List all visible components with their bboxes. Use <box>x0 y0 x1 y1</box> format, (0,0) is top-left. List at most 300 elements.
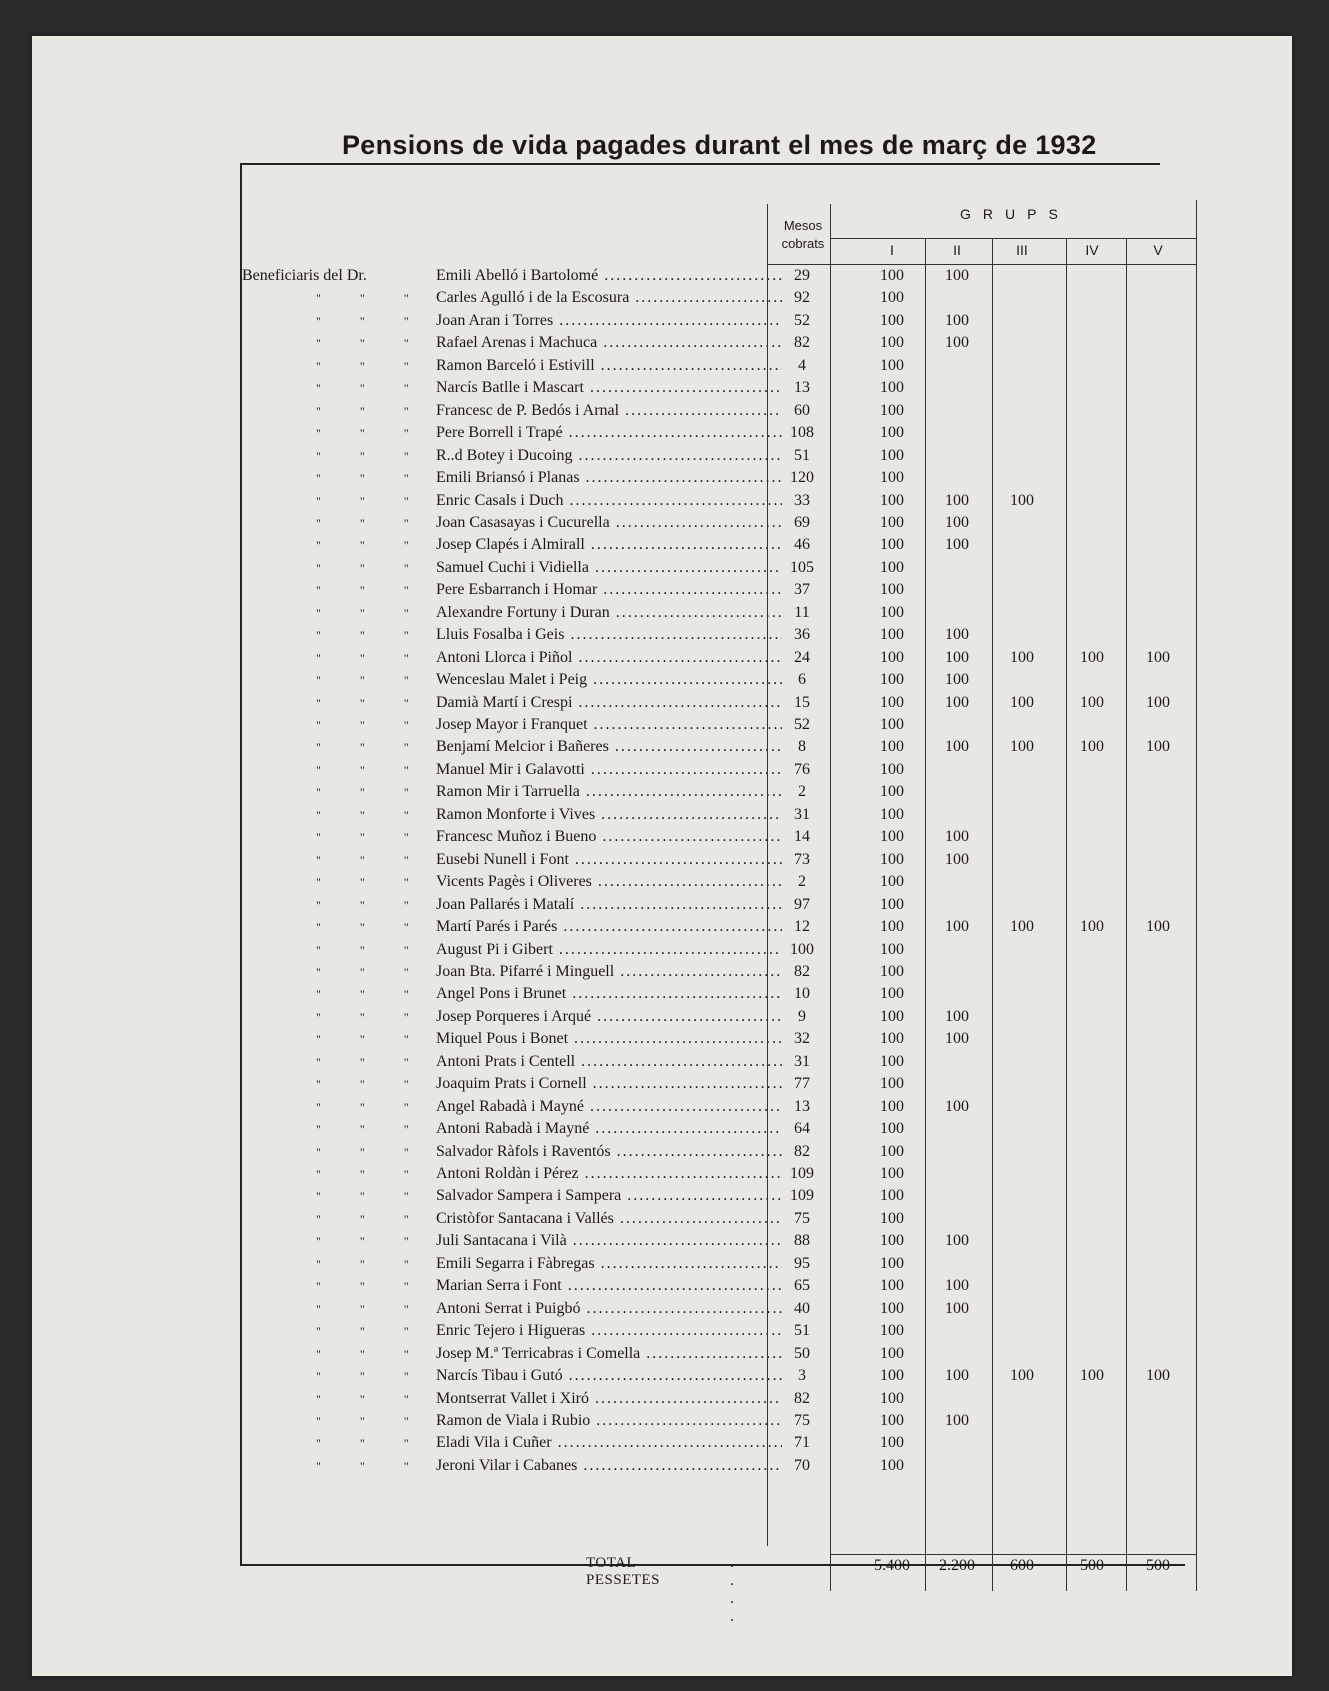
mesos-cobrats-cell: 33 <box>794 491 810 509</box>
group-i-cell: 100 <box>880 828 904 846</box>
ditto-marks: " " " <box>316 852 427 867</box>
beneficiary-name: Rafael Arenas i Machuca ..... <box>436 332 782 354</box>
group-i-cell: 100 <box>880 1030 904 1048</box>
mesos-cobrats-cell: 82 <box>794 1389 810 1407</box>
group-i-cell: 100 <box>880 401 904 419</box>
group-i-cell: 100 <box>880 1075 904 1093</box>
table-row <box>252 781 1252 804</box>
group-ii-cell: 100 <box>945 513 969 531</box>
beneficiary-name: Narcís Tibau i Gutó ..... <box>436 1365 782 1387</box>
ditto-marks: " " " <box>316 471 427 486</box>
group-ii-cell: 100 <box>945 671 969 689</box>
group-iv-cell: 100 <box>1080 648 1104 666</box>
mesos-cobrats-cell: 82 <box>794 962 810 980</box>
table-row <box>252 624 1252 647</box>
ditto-marks: " " " <box>316 1054 427 1069</box>
ditto-marks: " " " <box>316 1346 427 1361</box>
table-row <box>252 310 1252 333</box>
beneficiary-name: Ramon Monforte i Vives ..... <box>436 804 782 826</box>
beneficiary-name: Salvador Sampera i Sampera ..... <box>436 1185 782 1207</box>
beneficiary-name: Antoni Prats i Centell ..... <box>436 1051 782 1073</box>
table-row <box>242 265 1252 288</box>
mesos-cobrats-cell: 10 <box>794 985 810 1003</box>
table-row <box>252 961 1252 984</box>
group-iv-cell: 100 <box>1080 738 1104 756</box>
group-i-cell: 100 <box>880 379 904 397</box>
ditto-marks: " " " <box>316 426 427 441</box>
mesos-cobrats-cell: 2 <box>798 873 806 891</box>
ditto-marks: " " " <box>316 605 427 620</box>
mesos-cobrats-cell: 69 <box>794 513 810 531</box>
table-row <box>252 490 1252 513</box>
table-row <box>252 1096 1252 1119</box>
group-i-cell: 100 <box>880 356 904 374</box>
beneficiary-name: August Pi i Gibert ..... <box>436 939 782 961</box>
mesos-cobrats-cell: 29 <box>794 267 810 284</box>
table-row <box>252 1208 1252 1231</box>
group-ii-cell: 100 <box>945 267 969 284</box>
table-row <box>252 1365 1252 1388</box>
group-i-cell: 100 <box>880 1232 904 1250</box>
group-i-cell: 100 <box>880 918 904 936</box>
beneficiary-name: Alexandre Fortuny i Duran ..... <box>436 602 782 624</box>
table-row <box>252 894 1252 917</box>
ditto-marks: " " " <box>316 1234 427 1249</box>
group-i-cell: 100 <box>880 311 904 329</box>
ditto-marks: " " " <box>316 1009 427 1024</box>
group-i-cell: 100 <box>880 1097 904 1115</box>
table-row <box>252 332 1252 355</box>
table-row <box>252 1455 1252 1478</box>
group-i-cell: 100 <box>880 1165 904 1182</box>
total-group-iii: 600 <box>1010 1557 1034 1574</box>
table-row <box>252 534 1252 557</box>
mesos-cobrats-cell: 31 <box>794 1052 810 1070</box>
mesos-cobrats-cell: 13 <box>794 1097 810 1115</box>
group-v-cell: 100 <box>1146 648 1170 666</box>
ditto-marks: " " " <box>316 740 427 755</box>
mesos-cobrats-cell: 12 <box>794 918 810 936</box>
mesos-cobrats-cell: 73 <box>794 850 810 868</box>
beneficiary-name: Joan Bta. Pifarré i Minguell ..... <box>436 961 782 983</box>
ditto-marks: " " " <box>316 897 427 912</box>
table-row <box>252 826 1252 849</box>
group-i-cell: 100 <box>880 581 904 599</box>
group-i-cell: 100 <box>880 469 904 487</box>
group-iii-cell: 100 <box>1010 693 1034 711</box>
ditto-marks: " " " <box>316 1301 427 1316</box>
table-row <box>252 714 1252 737</box>
group-i-cell: 100 <box>880 1411 904 1429</box>
beneficiary-name: Wenceslau Malet i Peig ..... <box>436 669 782 691</box>
group-i-cell: 100 <box>880 895 904 913</box>
beneficiaris-label: Beneficiaris del Dr. <box>242 267 367 284</box>
group-i-cell: 100 <box>880 1322 904 1340</box>
beneficiary-name: Cristòfor Santacana i Vallés ..... <box>436 1208 782 1230</box>
group-header-v: V <box>1153 242 1163 258</box>
group-i-cell: 100 <box>880 1120 904 1138</box>
group-ii-cell: 100 <box>945 1299 969 1317</box>
table-row <box>252 1073 1252 1096</box>
beneficiary-name: Narcís Batlle i Mascart ..... <box>436 377 782 399</box>
beneficiary-name: Antoni Serrat i Puigbó ..... <box>436 1298 782 1320</box>
group-ii-cell: 100 <box>945 828 969 846</box>
rule-group-v <box>1126 238 1127 1591</box>
table-row <box>252 512 1252 535</box>
rule-header-bottom <box>767 264 1196 265</box>
ditto-marks: " " " <box>316 785 427 800</box>
table-row <box>252 445 1252 468</box>
beneficiary-name: Joan Aran i Torres ..... <box>436 310 782 332</box>
total-group-ii: 2.200 <box>939 1557 975 1574</box>
ditto-marks: " " " <box>316 448 427 463</box>
group-i-cell: 100 <box>880 603 904 621</box>
cobrats-header: cobrats <box>781 236 825 251</box>
beneficiary-name: Martí Parés i Parés ..... <box>436 916 782 938</box>
beneficiary-name: Angel Pons i Brunet ..... <box>436 983 782 1005</box>
mesos-cobrats-cell: 40 <box>794 1299 810 1317</box>
table-row <box>252 467 1252 490</box>
ditto-marks: " " " <box>316 718 427 732</box>
document-page <box>32 36 1292 1676</box>
mesos-cobrats-cell: 50 <box>794 1344 810 1362</box>
beneficiary-name: Pere Esbarranch i Homar ..... <box>436 579 782 601</box>
group-i-cell: 100 <box>880 873 904 891</box>
table-row <box>252 422 1252 445</box>
group-ii-cell: 100 <box>945 693 969 711</box>
group-i-cell: 100 <box>880 1456 904 1474</box>
beneficiary-name: Emili Briansó i Planas ..... <box>436 467 782 489</box>
group-header-ii: II <box>953 242 961 258</box>
mesos-cobrats-cell: 14 <box>794 828 810 846</box>
mesos-cobrats-cell: 77 <box>794 1075 810 1093</box>
ditto-marks: " " " <box>316 1369 427 1384</box>
group-iii-cell: 100 <box>1010 648 1034 666</box>
group-ii-cell: 100 <box>945 311 969 329</box>
mesos-cobrats-cell: 24 <box>794 648 810 666</box>
group-i-cell: 100 <box>880 760 904 778</box>
mesos-cobrats-cell: 36 <box>794 626 810 644</box>
ditto-marks: " " " <box>316 1032 427 1047</box>
beneficiary-name: Antoni Roldàn i Pérez ..... <box>436 1163 782 1185</box>
ditto-marks: " " " <box>316 920 427 935</box>
mesos-cobrats-cell: 82 <box>794 1142 810 1160</box>
group-ii-cell: 100 <box>945 491 969 509</box>
group-ii-cell: 100 <box>945 738 969 756</box>
beneficiary-name: Francesc de P. Bedós i Arnal ..... <box>436 400 782 422</box>
table-row <box>252 1343 1252 1366</box>
mesos-cobrats-cell: 109 <box>790 1187 814 1205</box>
beneficiary-name: Eusebi Nunell i Font ..... <box>436 849 782 871</box>
mesos-cobrats-cell: 52 <box>794 311 810 329</box>
group-i-cell: 100 <box>880 940 904 958</box>
table-row <box>252 916 1252 939</box>
ditto-marks: " " " <box>316 1144 427 1159</box>
ditto-marks: " " " <box>316 1211 427 1226</box>
group-i-cell: 100 <box>880 693 904 711</box>
table-row <box>252 983 1252 1006</box>
group-i-cell: 100 <box>880 671 904 689</box>
group-iv-cell: 100 <box>1080 918 1104 936</box>
mesos-header: Mesos <box>783 218 823 233</box>
beneficiary-name: Ramon de Viala i Rubio ..... <box>436 1410 782 1432</box>
ditto-marks: " " " <box>316 1391 427 1406</box>
group-i-cell: 100 <box>880 424 904 442</box>
rule-right <box>1196 200 1197 1591</box>
mesos-cobrats-cell: 64 <box>794 1120 810 1138</box>
ditto-marks: " " " <box>316 403 427 418</box>
group-i-cell: 100 <box>880 513 904 531</box>
group-header-i: I <box>890 242 894 258</box>
ditto-marks: " " " <box>316 830 427 845</box>
beneficiary-name: Eladi Vila i Cuñer ..... <box>436 1432 782 1454</box>
ditto-marks: " " " <box>316 515 427 530</box>
ditto-marks: " " " <box>316 1077 427 1092</box>
ditto-marks: " " " <box>316 291 427 306</box>
table-row <box>252 602 1252 625</box>
group-i-cell: 100 <box>880 1052 904 1070</box>
table-row <box>252 1320 1252 1343</box>
group-header-iii: III <box>1016 242 1028 258</box>
group-iii-cell: 100 <box>1010 738 1034 756</box>
ditto-marks: " " " <box>316 493 427 508</box>
table-row <box>252 1388 1252 1411</box>
group-v-cell: 100 <box>1146 1367 1170 1385</box>
group-v-cell: 100 <box>1146 693 1170 711</box>
beneficiary-name: Emili Segarra i Fàbregas ..... <box>436 1253 782 1275</box>
table-row <box>252 804 1252 827</box>
group-i-cell: 100 <box>880 1434 904 1452</box>
title-rule <box>240 163 1160 165</box>
beneficiary-name: Salvador Ràfols i Raventós ..... <box>436 1141 782 1163</box>
table-row <box>252 849 1252 872</box>
ditto-marks: " " " <box>316 538 427 553</box>
group-i-cell: 100 <box>880 783 904 801</box>
group-i-cell: 100 <box>880 289 904 307</box>
beneficiary-name: Josep Clapés i Almirall ..... <box>436 534 782 556</box>
ditto-marks: " " " <box>316 1436 427 1451</box>
table-row <box>252 736 1252 759</box>
ditto-marks: " " " <box>316 964 427 979</box>
table-row <box>252 1028 1252 1051</box>
ditto-marks: " " " <box>316 560 427 575</box>
group-ii-cell: 100 <box>945 1367 969 1385</box>
total-group-iv: 500 <box>1080 1557 1104 1574</box>
beneficiary-name: Carles Agulló i de la Escosura ..... <box>436 287 782 309</box>
table-row <box>252 1051 1252 1074</box>
group-i-cell: 100 <box>880 1389 904 1407</box>
ditto-marks: " " " <box>316 1279 427 1294</box>
table-row <box>252 557 1252 580</box>
mesos-cobrats-cell: 4 <box>798 356 806 374</box>
mesos-cobrats-cell: 92 <box>794 289 810 307</box>
mesos-cobrats-cell: 75 <box>794 1209 810 1227</box>
ditto-marks: " " " <box>316 942 427 957</box>
group-v-cell: 100 <box>1146 738 1170 756</box>
group-i-cell: 100 <box>880 1187 904 1205</box>
mesos-cobrats-cell: 75 <box>794 1411 810 1429</box>
group-ii-cell: 100 <box>945 334 969 352</box>
beneficiary-name: Jeroni Vilar i Cabanes ..... <box>436 1455 782 1477</box>
table-row <box>252 1298 1252 1321</box>
mesos-cobrats-cell: 46 <box>794 536 810 554</box>
mesos-cobrats-cell: 9 <box>798 1007 806 1025</box>
beneficiary-name: Josep Mayor i Franquet ..... <box>436 714 782 736</box>
beneficiary-name: Joan Pallarés i Matalí ..... <box>436 894 782 916</box>
table-row <box>252 1163 1252 1186</box>
group-iv-cell: 100 <box>1080 693 1104 711</box>
beneficiary-name: Joan Casasayas i Cucurella ..... <box>436 512 782 534</box>
group-i-cell: 100 <box>880 558 904 576</box>
table-row <box>252 1432 1252 1455</box>
group-i-cell: 100 <box>880 267 904 284</box>
group-i-cell: 100 <box>880 446 904 464</box>
ditto-marks: " " " <box>316 1458 427 1473</box>
beneficiary-name: Emili Abelló i Bartolomé ..... <box>436 265 782 287</box>
rule-total-top <box>830 1554 1196 1555</box>
group-ii-cell: 100 <box>945 648 969 666</box>
beneficiary-name: Benjamí Melcior i Bañeres ..... <box>436 736 782 758</box>
mesos-cobrats-cell: 8 <box>798 738 806 756</box>
table-row <box>252 579 1252 602</box>
ditto-marks: " " " <box>316 583 427 598</box>
mesos-cobrats-cell: 15 <box>794 693 810 711</box>
table-row <box>252 377 1252 400</box>
ditto-marks: " " " <box>316 1256 427 1271</box>
mesos-cobrats-cell: 11 <box>794 603 810 621</box>
table-row <box>252 1006 1252 1029</box>
mesos-cobrats-cell: 71 <box>794 1434 810 1452</box>
table-row <box>252 287 1252 310</box>
group-i-cell: 100 <box>880 716 904 733</box>
group-ii-cell: 100 <box>945 1411 969 1429</box>
group-i-cell: 100 <box>880 850 904 868</box>
ditto-marks: " " " <box>316 673 427 688</box>
table-row <box>252 871 1252 894</box>
table-row <box>252 1410 1252 1433</box>
group-i-cell: 100 <box>880 648 904 666</box>
ditto-marks: " " " <box>316 1122 427 1137</box>
table-row <box>252 355 1252 378</box>
total-group-v: 500 <box>1146 1557 1170 1574</box>
ditto-marks: " " " <box>316 875 427 890</box>
beneficiary-name: Marian Serra i Font ..... <box>436 1275 782 1297</box>
mesos-cobrats-cell: 52 <box>794 716 810 733</box>
group-i-cell: 100 <box>880 1299 904 1317</box>
ditto-marks: " " " <box>316 628 427 643</box>
ditto-marks: " " " <box>316 1413 427 1428</box>
group-i-cell: 100 <box>880 1209 904 1227</box>
group-ii-cell: 100 <box>945 1277 969 1295</box>
mesos-cobrats-cell: 31 <box>794 805 810 823</box>
total-dots: . . . . <box>730 1554 742 1625</box>
grups-header: GRUPS <box>960 206 1070 222</box>
total-label: TOTAL PESSETES <box>586 1555 661 1588</box>
ditto-marks: " " " <box>316 650 427 665</box>
beneficiary-name: Enric Tejero i Higueras ..... <box>436 1320 782 1342</box>
mesos-cobrats-cell: 97 <box>794 895 810 913</box>
group-i-cell: 100 <box>880 491 904 509</box>
group-i-cell: 100 <box>880 985 904 1003</box>
ditto-marks: " " " <box>316 381 427 396</box>
page-title: Pensions de vida pagades durant el mes de març de 1932 <box>342 130 1097 160</box>
table-row <box>252 939 1252 962</box>
beneficiary-name: Manuel Mir i Galavotti ..... <box>436 759 782 781</box>
ditto-marks: " " " <box>316 695 427 710</box>
group-header-iv: IV <box>1085 242 1099 258</box>
mesos-cobrats-cell: 88 <box>794 1232 810 1250</box>
ditto-marks: " " " <box>316 807 427 822</box>
group-ii-cell: 100 <box>945 626 969 644</box>
group-ii-cell: 100 <box>945 918 969 936</box>
mesos-cobrats-cell: 60 <box>794 401 810 419</box>
beneficiary-name: Joaquim Prats i Cornell ..... <box>436 1073 782 1095</box>
group-iii-cell: 100 <box>1010 1367 1034 1385</box>
beneficiary-name: Ramon Barceló i Estivill ..... <box>436 355 782 377</box>
group-ii-cell: 100 <box>945 1007 969 1025</box>
table-row <box>252 1185 1252 1208</box>
group-ii-cell: 100 <box>945 1232 969 1250</box>
ditto-marks: " " " <box>316 336 427 351</box>
beneficiary-name: Enric Casals i Duch ..... <box>436 490 782 512</box>
mesos-cobrats-cell: 95 <box>794 1254 810 1272</box>
group-v-cell: 100 <box>1146 918 1170 936</box>
table-row <box>252 1230 1252 1253</box>
group-i-cell: 100 <box>880 805 904 823</box>
group-i-cell: 100 <box>880 536 904 554</box>
group-iii-cell: 100 <box>1010 491 1034 509</box>
ditto-marks: " " " <box>316 358 427 373</box>
table-row <box>252 1275 1252 1298</box>
table-row <box>252 669 1252 692</box>
table-row <box>252 1253 1252 1276</box>
beneficiary-name: Lluis Fosalba i Geis ..... <box>436 624 782 646</box>
mesos-cobrats-cell: 108 <box>790 424 814 442</box>
beneficiary-name: Josep Porqueres i Arqué ..... <box>436 1006 782 1028</box>
ditto-marks: " " " <box>316 1189 427 1204</box>
table-row <box>252 759 1252 782</box>
beneficiary-name: Montserrat Vallet i Xiró ..... <box>436 1388 782 1410</box>
group-i-cell: 100 <box>880 334 904 352</box>
group-i-cell: 100 <box>880 1007 904 1025</box>
group-ii-cell: 100 <box>945 536 969 554</box>
table-row <box>252 400 1252 423</box>
ditto-marks: " " " <box>316 1099 427 1114</box>
group-i-cell: 100 <box>880 962 904 980</box>
rule-grups-bottom <box>830 238 1196 239</box>
mesos-cobrats-cell: 65 <box>794 1277 810 1295</box>
beneficiary-name: Josep M.ª Terricabras i Comella ..... <box>436 1343 782 1365</box>
mesos-cobrats-cell: 51 <box>794 1322 810 1340</box>
beneficiary-name: Vicents Pagès i Oliveres ..... <box>436 871 782 893</box>
mesos-cobrats-cell: 70 <box>794 1456 810 1474</box>
group-ii-cell: 100 <box>945 850 969 868</box>
beneficiary-name: Antoni Rabadà i Mayné ..... <box>436 1118 782 1140</box>
group-iii-cell: 100 <box>1010 918 1034 936</box>
rule-before-mesos <box>767 204 768 1546</box>
group-ii-cell: 100 <box>945 1030 969 1048</box>
mesos-cobrats-cell: 120 <box>790 469 814 487</box>
table-row <box>252 1118 1252 1141</box>
group-i-cell: 100 <box>880 738 904 756</box>
group-i-cell: 100 <box>880 1254 904 1272</box>
mesos-cobrats-cell: 13 <box>794 379 810 397</box>
mesos-cobrats-cell: 105 <box>790 558 814 576</box>
beneficiary-name: Francesc Muñoz i Bueno ..... <box>436 826 782 848</box>
group-i-cell: 100 <box>880 1367 904 1385</box>
group-i-cell: 100 <box>880 1142 904 1160</box>
mesos-cobrats-cell: 100 <box>790 940 814 958</box>
